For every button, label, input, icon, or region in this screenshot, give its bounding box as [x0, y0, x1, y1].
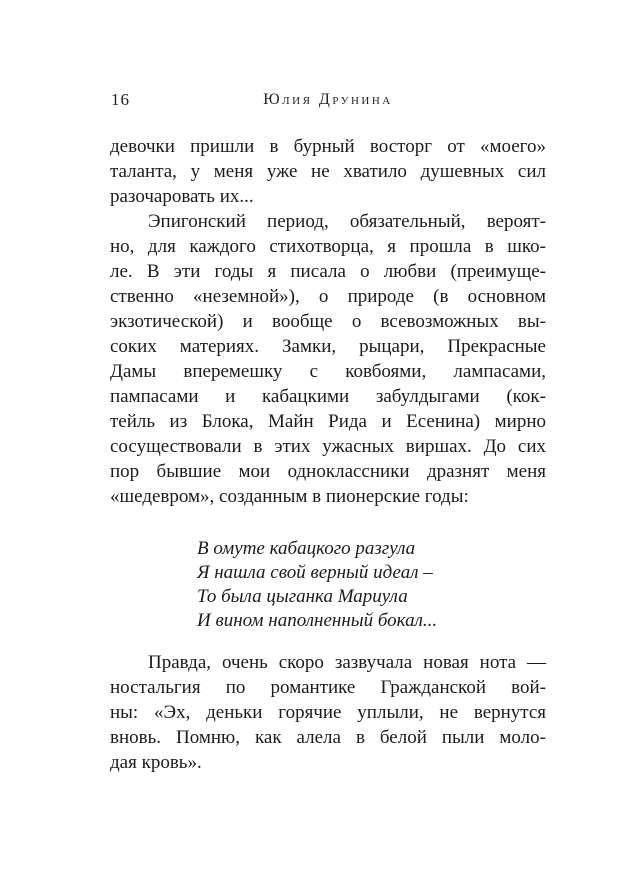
paragraph — [110, 134, 546, 209]
text-line: ственно «неземной»), о природе (в основном — [110, 286, 546, 307]
text-line: разочаровать их... — [110, 186, 254, 207]
text-line: ны: «Эх, деньки горячие уплыли, не вернутся — [110, 702, 546, 723]
page-number: 16 — [111, 90, 130, 109]
text-line: тейль из Блока, Майн Рида и Есенина) мирно — [110, 411, 546, 432]
text-line: ле. В эти годы я писала о любви (преимуще- — [110, 261, 546, 282]
paragraph — [110, 209, 546, 509]
verse-block — [197, 537, 546, 633]
text-line: Эпигонский период, обязательный, вероят- — [148, 211, 546, 232]
text-line: дая кровь». — [110, 752, 202, 773]
text-line: Дамы вперемешку с ковбоями, лампасами, — [110, 361, 546, 382]
text-line: вновь. Помню, как алела в белой пыли моло- — [110, 727, 546, 748]
text-line: Правда, очень скоро зазвучала новая нота — — [148, 652, 546, 673]
page-text — [110, 134, 546, 775]
text-line: девочки пришли в бурный восторг от «моего» — [110, 136, 546, 157]
running-head: Юлия Друнина — [263, 91, 393, 108]
text-line: «шедевром», созданным в пионерские годы: — [110, 486, 469, 507]
text-line: Я нашла свой верный идеал – — [197, 562, 433, 583]
text-line: соких материях. Замки, рыцари, Прекрасные — [110, 336, 546, 357]
text-line: То была цыганка Мариула — [197, 586, 408, 607]
text-line: И вином наполненный бокал... — [197, 610, 438, 631]
paragraph — [110, 650, 546, 775]
text-line: В омуте кабацкого разгула — [197, 538, 416, 559]
text-line: пампасами и кабацкими забулдыгами (кок- — [110, 386, 546, 407]
text-line: сосуществовали в этих ужасных виршах. До сих — [110, 436, 546, 457]
text-line: таланта, у меня уже не хватило душевных сил — [110, 161, 546, 182]
text-line: пор бывшие мои одноклассники дразнят меня — [110, 461, 546, 482]
text-line: экзотической) и вообще о всевозможных вы- — [110, 311, 546, 332]
text-line: ностальгия по романтике Гражданской вой- — [110, 677, 546, 698]
page-header — [110, 90, 546, 110]
text-line: но, для каждого стихотворца, я прошла в шко- — [110, 236, 546, 257]
